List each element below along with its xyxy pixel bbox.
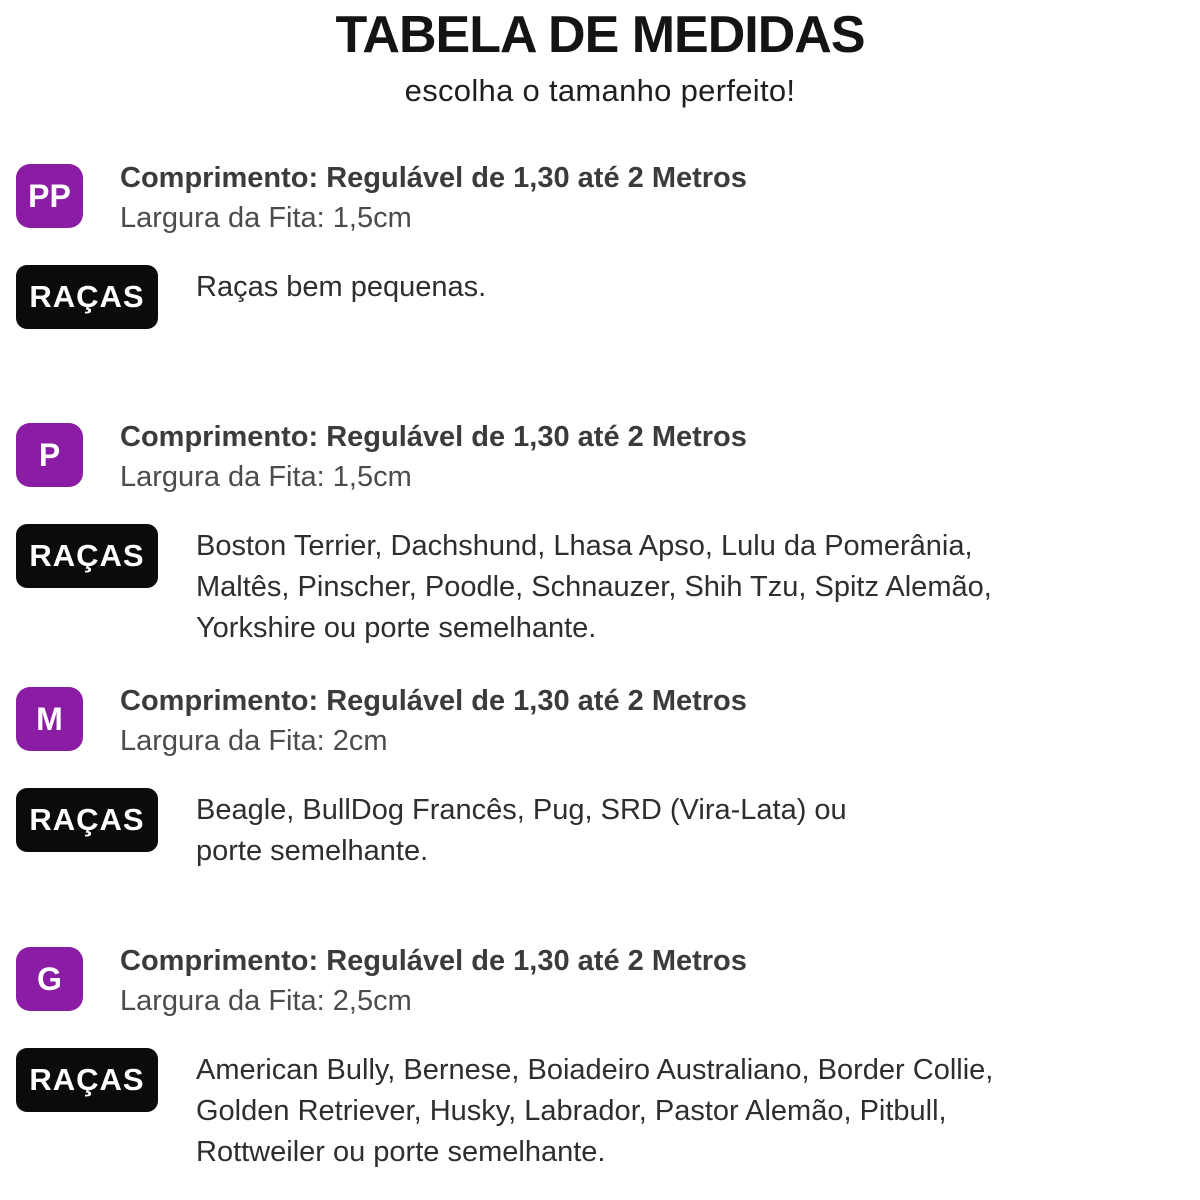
breeds-list (196, 788, 847, 872)
size-spec-row (16, 164, 1184, 238)
breeds-row (16, 265, 1184, 329)
page-title: TABELA DE MEDIDAS (335, 6, 865, 64)
breeds-list (196, 1048, 993, 1173)
breeds-line: Boston Terrier, Dachshund, Lhasa Apso, Lulu da Pomerânia, (196, 530, 973, 562)
breeds-line: American Bully, Bernese, Boiadeiro Australiano, Border Collie, (196, 1054, 994, 1086)
size-spec-row (16, 423, 1184, 497)
breeds-line: Beagle, BullDog Francês, Pug, SRD (Vira-Lata) ou (196, 794, 847, 826)
breeds-list (196, 524, 992, 649)
size-badge-g: G (16, 947, 83, 1011)
breeds-row (16, 1048, 1184, 1173)
size-badge-m: M (16, 687, 83, 751)
page-header (0, 8, 1200, 109)
size-spec-row (16, 947, 1184, 1021)
breeds-badge: RAÇAS (16, 1048, 158, 1112)
breeds-line: Raças bem pequenas. (196, 271, 487, 303)
size-badge-p: P (16, 423, 83, 487)
size-section-p (16, 423, 1184, 649)
breeds-line: Golden Retriever, Husky, Labrador, Pastor Alemão, Pitbull, (196, 1095, 947, 1127)
size-section-m (16, 687, 1184, 872)
size-specs (120, 158, 747, 238)
size-specs (120, 417, 747, 497)
breeds-badge: RAÇAS (16, 265, 158, 329)
size-spec-row (16, 687, 1184, 761)
length-spec: Comprimento: Regulável de 1,30 até 2 Metros (120, 945, 747, 977)
strap-width-spec: Largura da Fita: 1,5cm (120, 202, 412, 234)
breeds-line: Maltês, Pinscher, Poodle, Schnauzer, Shih Tzu, Spitz Alemão, (196, 571, 992, 603)
size-specs (120, 941, 747, 1021)
breeds-row (16, 788, 1184, 872)
breeds-line: porte semelhante. (196, 835, 429, 867)
page-subtitle: escolha o tamanho perfeito! (404, 72, 796, 108)
strap-width-spec: Largura da Fita: 2cm (120, 725, 388, 757)
size-section-pp (16, 164, 1184, 329)
strap-width-spec: Largura da Fita: 2,5cm (120, 985, 412, 1017)
strap-width-spec: Largura da Fita: 1,5cm (120, 461, 412, 493)
breeds-list (196, 265, 486, 308)
size-specs (120, 681, 747, 761)
breeds-line: Rottweiler ou porte semelhante. (196, 1136, 606, 1168)
breeds-badge: RAÇAS (16, 524, 158, 588)
breeds-badge: RAÇAS (16, 788, 158, 852)
breeds-line: Yorkshire ou porte semelhante. (196, 612, 597, 644)
length-spec: Comprimento: Regulável de 1,30 até 2 Metros (120, 162, 747, 194)
size-section-g (16, 947, 1184, 1173)
length-spec: Comprimento: Regulável de 1,30 até 2 Metros (120, 421, 747, 453)
breeds-row (16, 524, 1184, 649)
length-spec: Comprimento: Regulável de 1,30 até 2 Metros (120, 685, 747, 717)
size-badge-pp: PP (16, 164, 83, 228)
